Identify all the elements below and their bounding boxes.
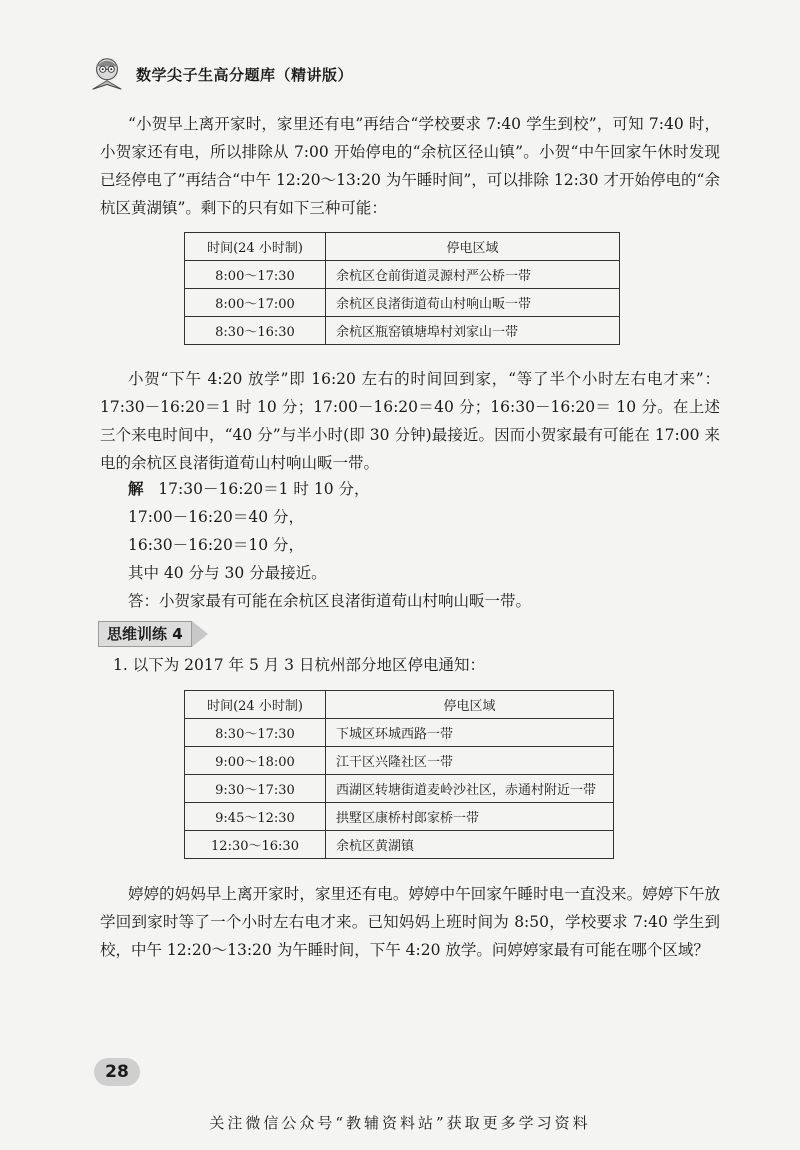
table-cell-time: 9:45～12:30 xyxy=(185,803,326,831)
table-header-time: 时间(24 小时制) xyxy=(185,233,326,261)
table-cell-time: 8:00～17:30 xyxy=(185,261,326,289)
outage-table-candidates xyxy=(184,232,620,345)
solution-answer: 答：小贺家最有可能在余杭区良渚街道荀山村响山畈一带。 xyxy=(128,592,532,610)
section-title: 思维训练 4 xyxy=(98,621,192,647)
table-header-time: 时间(24 小时制) xyxy=(185,691,326,719)
table-row xyxy=(185,289,620,317)
solution-step-4: 其中 40 分与 30 分最接近。 xyxy=(128,564,327,582)
table-cell-time: 9:30～17:30 xyxy=(185,775,326,803)
table-row xyxy=(185,719,614,747)
table-cell-area: 余杭区瓶窑镇塘埠村刘家山一带 xyxy=(326,317,620,345)
solution-step-2: 17:00－16:20＝40 分， xyxy=(128,508,304,526)
page-number: 28 xyxy=(94,1058,140,1086)
table-row xyxy=(185,317,620,345)
solution-label: 解 xyxy=(128,479,144,498)
table-cell-area: 余杭区仓前街道灵源村严公桥一带 xyxy=(326,261,620,289)
table-row xyxy=(185,261,620,289)
table-cell-area: 余杭区良渚街道荀山村响山畈一带 xyxy=(326,289,620,317)
table-header-area: 停电区域 xyxy=(326,233,620,261)
table-header-row xyxy=(185,691,614,719)
mascot-logo-icon xyxy=(88,55,126,93)
table-cell-area: 下城区环城西路一带 xyxy=(326,719,614,747)
table-cell-area: 西湖区转塘街道麦岭沙社区，赤通村附近一带 xyxy=(326,775,614,803)
book-title: 数学尖子生高分题库（精讲版） xyxy=(136,65,354,84)
problem-paragraph: 婷婷的妈妈早上离开家时，家里还有电。婷婷中午回家午睡时电一直没来。婷婷下午放学回到家时等了一个小时左右电才来。已知妈妈上班时间为 8:50，学校要求 7:40 学生到校，中午 12:20～13:20 为午睡时间，下午 4:20 放学。问婷婷家最有可能在哪个区域？ xyxy=(100,885,720,959)
question-intro: 1. 以下为 2017 年 5 月 3 日杭州部分地区停电通知： xyxy=(113,656,485,674)
footer-note: 关注微信公众号“教辅资料站”获取更多学习资料 xyxy=(209,1114,591,1132)
analysis-paragraph: 小贺“下午 4:20 放学”即 16:20 左右的时间回到家，“等了半个小时左右电才来”：17:30－16:20＝1 时 10 分；17:00－16:20＝40 分；16:30－16:20＝ 10 分。在上述三个来电时间中，“40 分”与半小时(即 30 分钟)最接近。因而小贺家最有可能在 17:00 来电的余杭区良渚街道荀山村响山畈一带。 xyxy=(100,370,720,472)
table-cell-time: 12:30～16:30 xyxy=(185,831,326,859)
table-cell-time: 8:30～17:30 xyxy=(185,719,326,747)
table-row xyxy=(185,831,614,859)
table-cell-time: 8:30～16:30 xyxy=(185,317,326,345)
table-row xyxy=(185,803,614,831)
solution-line-1 xyxy=(128,475,370,503)
page-header xyxy=(88,54,353,94)
intro-paragraph: “小贺早上离开家时，家里还有电”再结合“学校要求 7:40 学生到校”，可知 7:40 时，小贺家还有电，所以排除从 7:00 开始停电的“余杭区径山镇”。小贺“中午回家午休时发现已经停电了”再结合“中午 12:20～13:20 为午睡时间”，可以排除 12:30 才开始停电的“余杭区黄湖镇”。剩下的只有如下三种可能： xyxy=(100,115,720,217)
table-cell-area: 江干区兴隆社区一带 xyxy=(326,747,614,775)
table-cell-area: 拱墅区康桥村郎家桥一带 xyxy=(326,803,614,831)
outage-table-notice xyxy=(184,690,614,859)
table-cell-area: 余杭区黄湖镇 xyxy=(326,831,614,859)
table-header-area: 停电区域 xyxy=(326,691,614,719)
solution-step-1: 17:30－16:20＝1 时 10 分， xyxy=(158,480,370,498)
table-cell-time: 9:00～18:00 xyxy=(185,747,326,775)
solution-step-3: 16:30－16:20＝10 分， xyxy=(128,536,304,554)
table-row xyxy=(185,747,614,775)
table-row xyxy=(185,775,614,803)
section-tag xyxy=(98,621,208,647)
table-header-row xyxy=(185,233,620,261)
section-arrow-icon xyxy=(192,621,208,647)
table-cell-time: 8:00～17:00 xyxy=(185,289,326,317)
